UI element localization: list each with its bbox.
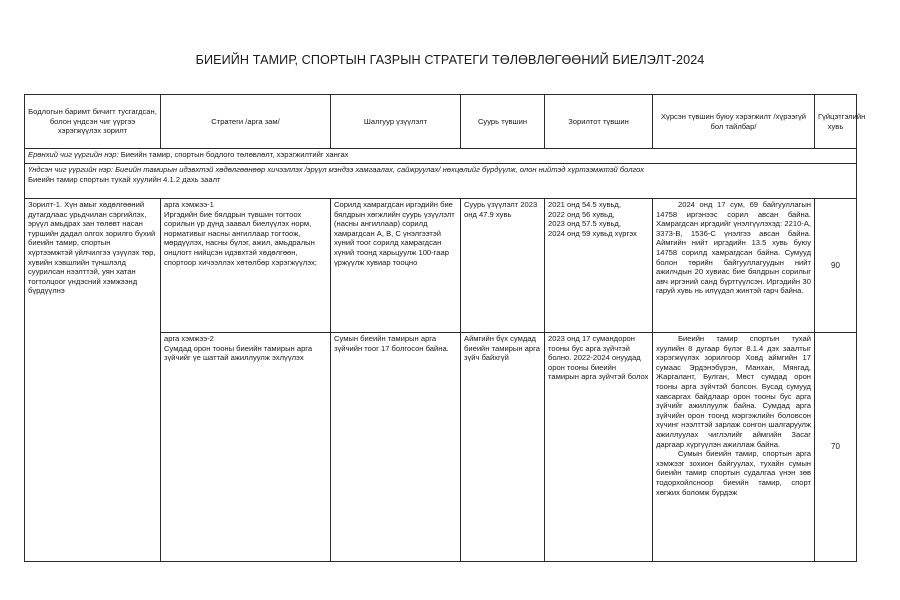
strategy-cell	[161, 199, 331, 333]
achieved-cell: 2024 онд 17 сум, 69 байгууллагын 14758 иргэнээс сорил авсан байна. Хамрагдсан иргэдийг үнэлгүүлэхэд: 2210-А, 3373-В, 1536-С үнэлгээ авсан байна. Аймгийн нийт иргэдийн 13.5 хувь буюу 14758 сорилд хамрагдсан байна. Сумууд болон төрийн байгууллагуудын нийт ажилчдын 20 хувиас бие бялдрын сорилыг авч иргэний санд бүртгүүлсэн. Иргэдийн 30 гаруй хувь нь илүүдэл жинтэй гарч байна.	[653, 199, 815, 333]
general-function-cell	[25, 149, 857, 164]
indicator-cell: Сумын биеийн тамирын арга зүйчийн тоог 17 болгосон байна.	[331, 333, 461, 562]
core-function-label: Үндсэн чиг үүргийн нэр:	[28, 165, 113, 174]
strategy-title: арга хэмжээ-2	[164, 334, 214, 343]
indicator-cell: Сорилд хамрагдсан иргэдийн бие бялдрын хөгжлийн суурь үзүүлэлт (насны ангиллаар) сорилд хамрагдсан А, В, С үнэлгээтэй хүний тоог сорилд хамрагдсан хүний тоонд харьцуулж 100-гаар үржүүлж хувиар тооцно	[331, 199, 461, 333]
general-function-label: Ерөнхий чиг үүргийн нэр:	[28, 150, 119, 159]
strategy-text: Иргэдийн бие бялдрын түвшин тогтоох сорилын үр дүнд заавал биелүүлэх норм, нормативыг насны ангиллаар тогтоож, мөрдүүлэх, насны бүлэг, ажил, амьдралын онцлогт нийцсэн идэвхтэй хөдөлгөөн, спортоор хичээллэх хөтөлбөр хэрэгжүүлэх;	[164, 209, 317, 267]
core-function-text: Биеийн тамирын идэвхтэй хөдөлгөөнөөр хичээллэх /эрүүл мэндээ хамгаалах, сайжруулах/ нөхцөлийг бүрдүүлж, олон нийтэд хүртээмжтэй болгох	[115, 165, 645, 174]
header-achieved: Хүрсэн түвшин буюу хэрэгжилт /хүрээгүй бол тайлбар/	[653, 95, 815, 149]
header-strategy: Стратеги /арга зам/	[161, 95, 331, 149]
law-reference: Биеийн тамир спортын тухай хуулийн 4.1.2 дахь заалт	[28, 174, 221, 184]
baseline-cell: Суурь үзүүлэлт 2023 онд 47.9 хувь	[461, 199, 545, 333]
general-function-row	[25, 149, 857, 164]
target-line: 2023 онд 57.5 хувьд,	[548, 219, 621, 229]
baseline-cell: Аймгийн бүх сумдад биеийн тамирын арга зүйч байхгүй	[461, 333, 545, 562]
header-basis: Бодлогын баримт бичигт тусгагдсан, болон үндсэн чиг үүргээ хэрэгжүүлэх зорилт	[25, 95, 161, 149]
performance-cell: 70	[815, 333, 857, 562]
strategy-table	[24, 94, 866, 562]
table-header-row	[25, 95, 857, 149]
achieved-paragraph: Сумын биеийн тамир, спортын арга хэмжээг зохион байгуулах, тухайн сумын биеийн тамир спортын судалгаа үнэн зөв тодорхойлсноор биеийн тамир, спорт хөгжих боломж бүрдэж	[656, 449, 811, 497]
target-line: 2024 онд 59 хувьд хүргэх	[548, 228, 637, 238]
header-indicator: Шалгуур үзүүлэлт	[331, 95, 461, 149]
general-function-text: Биеийн тамир, спортын бодлого төлөвлөлт, хэрэгжилтийг хангах	[120, 150, 349, 159]
core-function-cell	[25, 164, 857, 199]
performance-cell: 90	[815, 199, 857, 333]
target-cell	[545, 199, 653, 333]
strategy-cell	[161, 333, 331, 562]
target-line: 2022 онд 56 хувьд,	[548, 209, 615, 219]
header-performance: Гүйцэтгэлийн хувь	[815, 95, 857, 149]
strategy-title: арга хэмжээ-1	[164, 200, 214, 209]
document-title: БИЕИЙН ТАМИР, СПОРТЫН ГАЗРЫН СТРАТЕГИ ТӨЛӨВЛӨГӨӨНИЙ БИЕЛЭЛТ-2024	[195, 53, 705, 67]
table-row	[25, 199, 857, 333]
achieved-cell	[653, 333, 815, 562]
core-function-row	[25, 164, 857, 199]
goal-cell: Зорилт-1. Хүн амыг хөдөлгөөний дутагдлаас урьдчилан сэргийлэх, эрүүл амьдрах зан төлөвт насан туршийн дадал олгох зорилго бүхий биеийн тамир, спортын хүртээмжтэй үйлчилгээ үзүүлэх төр, хувийн хэвшлийн түншлэлд суурилсан нээлттэй, уян хатан тогтолцоог үндэсний хэмжээнд бүрдүүлнэ	[25, 199, 161, 562]
target-cell: 2023 онд 17 сумандорон тооны бус арга зүйчтэй болно. 2022-2024 онуудад орон тооны биеийн тамирын арга зүйчтэй болох	[545, 333, 653, 562]
header-target: Зорилтот түвшин	[545, 95, 653, 149]
strategy-text: Сумдад орон тооны биеийн тамирын арга зүйчийг үе шаттай ажиллуулж эхлүүлэх	[164, 343, 313, 363]
header-baseline: Суурь түвшин	[461, 95, 545, 149]
target-line: 2021 онд 54.5 хувьд,	[548, 200, 621, 209]
achieved-paragraph: Биеийн тамир спортын тухай хуулийн 8 дугаар бүлэг 8.1.4 дэх заалтыг хэрэгжүүлэх зорилгоор Ховд аймгийн 17 сумаас Эрдэнэбүрэн, Манхан, Мянгад, Жаргалант, Булган, Мөст сумдад орон тооны арга зүйчтэй болсон. Бусад сумууд хавсаргах байдлаар орон тооны бус арга зүйчийг ажиллуулж байна. Сумдад арга зүйчийн орон тоонд мэргэжлийн боловсон хүчинг нээлттэй зарлаж сонгон шалгаруулж ажиллуулах чиглэлийг аймгийн Засаг даргаар хүргүүлэн ажиллаж байна.	[656, 334, 811, 449]
